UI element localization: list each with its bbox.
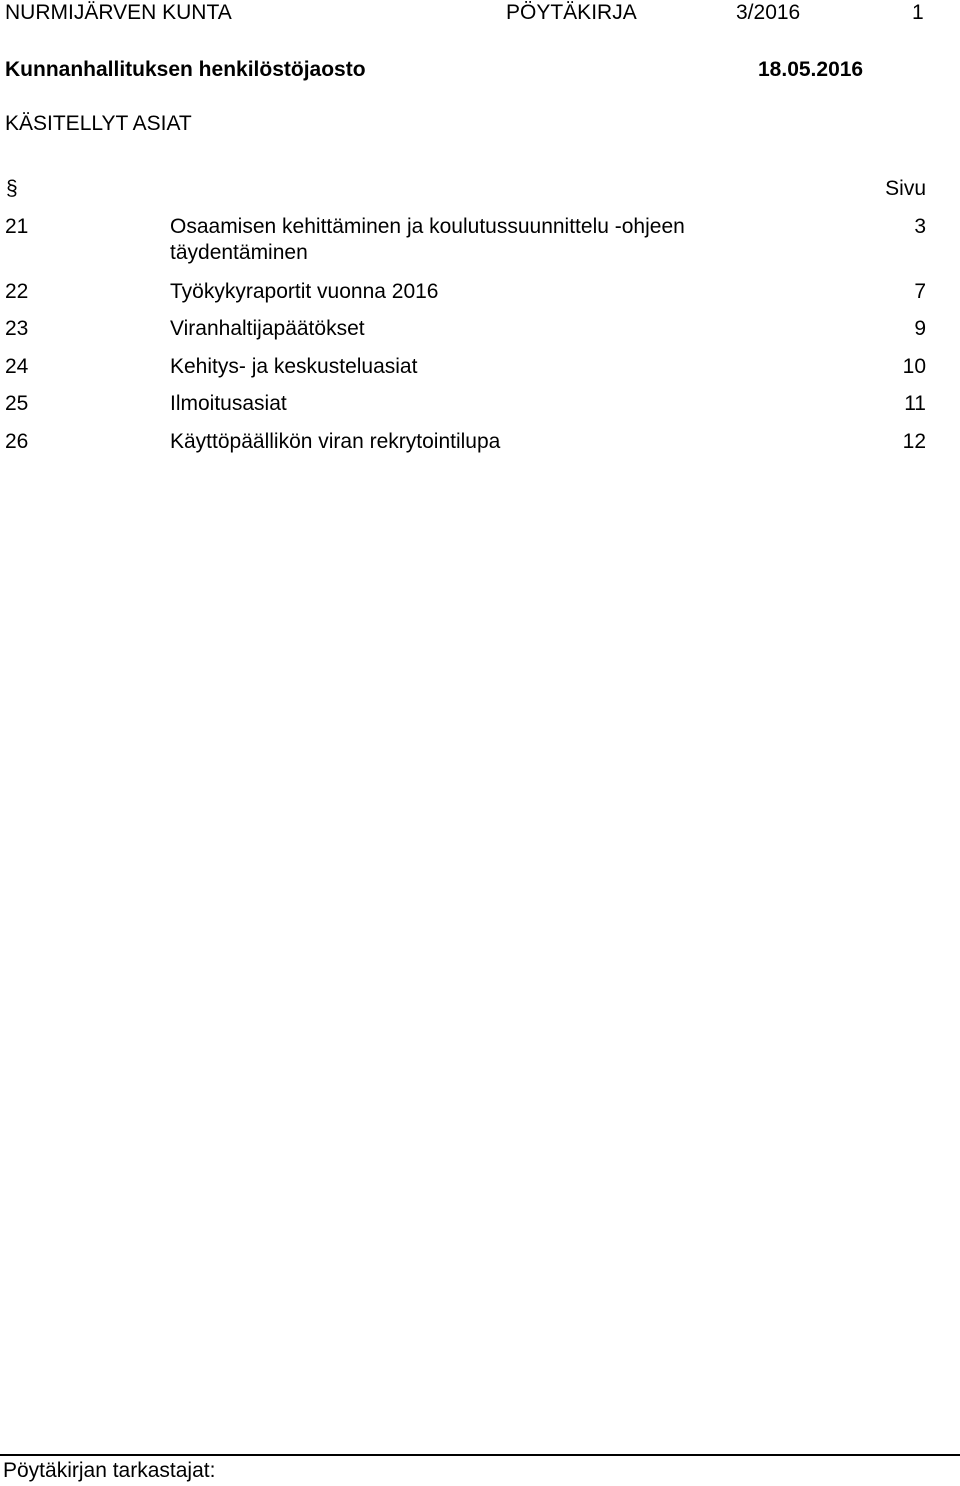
document-type: PÖYTÄKIRJA — [506, 1, 637, 24]
paragraph-sign-header: § — [6, 177, 18, 200]
item-page: 7 — [914, 280, 926, 303]
item-title: Työkykyraportit vuonna 2016 — [170, 280, 439, 303]
item-number: 23 — [5, 317, 29, 340]
item-page: 9 — [914, 317, 926, 340]
item-title: Käyttöpäällikön viran rekrytointilupa — [170, 430, 501, 453]
page-number: 1 — [912, 1, 924, 24]
item-title: Ilmoitusasiat — [170, 392, 287, 415]
footer-label: Pöytäkirjan tarkastajat: — [3, 1459, 216, 1482]
item-page: 3 — [914, 215, 926, 238]
document-number: 3/2016 — [736, 1, 801, 24]
footer-divider — [0, 1454, 960, 1456]
item-number: 25 — [5, 392, 29, 415]
item-number: 24 — [5, 355, 29, 378]
municipality-name: NURMIJÄRVEN KUNTA — [5, 1, 232, 24]
item-number: 22 — [5, 280, 29, 303]
item-page: 11 — [904, 392, 926, 415]
item-title: Kehitys- ja keskusteluasiat — [170, 355, 418, 378]
item-page: 10 — [902, 355, 926, 378]
item-title: Viranhaltijapäätökset — [170, 317, 365, 340]
page-column-header: Sivu — [885, 177, 926, 200]
committee-name: Kunnanhallituksen henkilöstöjaosto — [5, 58, 366, 81]
item-number: 21 — [5, 215, 29, 238]
section-title: KÄSITELLYT ASIAT — [5, 112, 192, 135]
item-number: 26 — [5, 430, 29, 453]
item-title: Osaamisen kehittäminen ja koulutussuunnittelu -ohjeen täydentäminen — [170, 215, 685, 264]
item-page: 12 — [902, 430, 926, 453]
meeting-date: 18.05.2016 — [758, 58, 864, 81]
